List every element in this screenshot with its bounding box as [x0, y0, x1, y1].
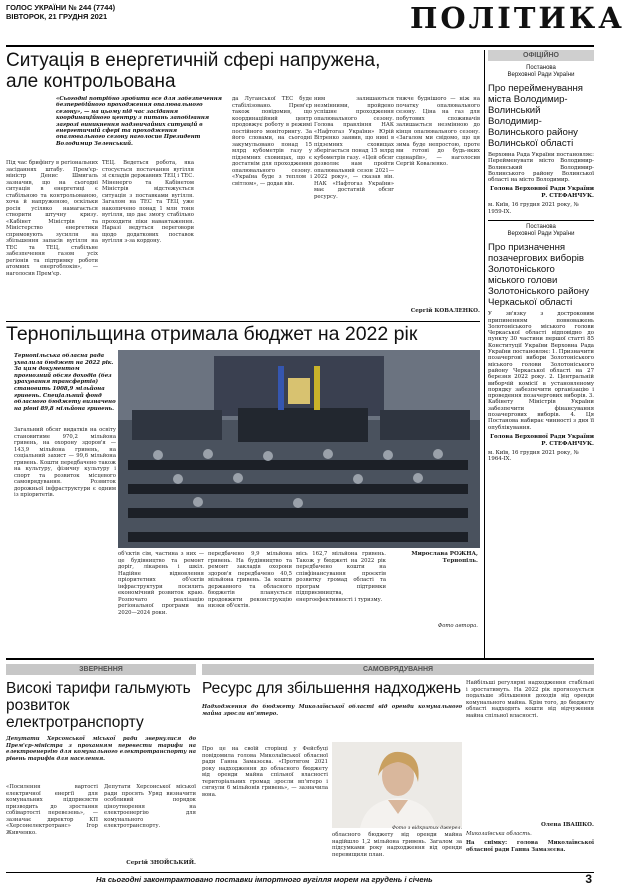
portrait-photo [332, 742, 462, 828]
portrait-image [332, 742, 462, 828]
section-masthead: ПОЛІТИКА [410, 1, 625, 35]
lead-col-5: тяжче буднішого — ніж на початку опалювального сезону. Ціна на газ для побутових споживачів залишається незмінною до кінця опалювального сезону. «Загалом ми свідомо, що ця зима буде непростою, проте ми готові до будь-яких сценаріїв», — наголосив Сергій Коваленко. [396, 96, 480, 167]
tariffs-col-1: «Посилення вартості електричної енергії для комунальних підприємств призводить до зростання собівартості перевезень», — зазначає директор КП «Херсонелектротранс» Ігор Живченко. [6, 784, 98, 836]
tariffs-col-2: Депутати Херсонської міської ради просять Уряд визначити особливий порядок ціноутворення на електроенергію для комунального електротранспорту. [104, 784, 196, 829]
sidebar-item2-sign-role: Голова Верховної Ради України [490, 433, 594, 440]
resource-deck: Надходження до бюджету Миколаївської області від оренди комунального майна зросли вп'ятеро. [202, 704, 462, 717]
sidebar-divider [488, 220, 594, 221]
lead-author: Сергій КОВАЛЕНКО. [410, 308, 480, 314]
ternopil-article [6, 323, 480, 653]
section-band-selfgov: САМОВРЯДУВАННЯ [202, 664, 594, 675]
resource-article [202, 680, 462, 870]
lead-col-1: Під час брифінгу в регіональних засіданнях штабу. Прем'єр-міністр Денис Шмигаль зазначив, що на сьогодні ситуація в енергетиці є стабільною та контрольованою, хоча й напруженою, оскільки росія усіляко намагається створити штучну кризу. «Кабінет Міністрів та Міністерство енергетики спрямовують зусилля на збільшення запасів вугілля на ТЕС та ТЕЦ, стабільне забезпечення газом усіх регіонів та підтримку роботи атомних енергоблоків», — наголосив Прем'єр. [6, 160, 98, 277]
tariffs-author: Сергій ЗНОЙСЬКИЙ. [126, 860, 196, 866]
lead-title-line2: але контрольована [6, 71, 176, 92]
sidebar-item2-title: Про призначення позачергових виборів Золотоніського міського голови Золотоніського району Черкаської області [488, 242, 589, 309]
sidebar-issuer-1: Верховної Ради України [507, 72, 575, 78]
lead-col-4: ним залишаються незмінними, пройдено успішне проходження опалювального сезону. Голова правління НАК «Нафтогаз України» Юрій Вітренко заявив, що нині в підземних сховищах зберігається понад 15 млрд кубометрів газу. «Цей обсяг дозволяє нам пройти опалювальний сезон 2021—2022 року», — сказав він. НАК «Нафтогаз України» має достатній обсяг ресурсу. [314, 96, 394, 200]
sidebar-item2-date: м. Київ, 16 грудня 2021 року, № 1964-IX. [488, 449, 579, 463]
header-rule [6, 45, 594, 47]
resource-continued [466, 680, 594, 870]
header-issue-info [6, 3, 115, 21]
lead-col-2: ТЕЦ. Ведеться робота, яка стосується постачання вугілля зі складів державних ТЕЦ і ТЕС. Міненерго та Кабінетом Міністрів відстежується ситуація з поставками вугілля. Загалом на ТЕС та ТЕЦ уже накопичено понад 1 млн тонн вугілля, що дає змогу стабільно проходити піки навантаження. Наразі ведуться переговори щодо додаткових поставок вугілля з-за кордону. [102, 160, 194, 244]
divider-bottom [6, 658, 594, 660]
resource-title: Ресурс для збільшення надходжень [202, 680, 462, 697]
lead-deck: «Сьогодні потрібно зробити все для забезпечення безперебійного проходження опалювального сезону», — на цьому під час засідання координаційного центру з питань запобігання загрозі виникнення надзвичайних ситуацій в енергетичній сфері та проходження опалювального сезону наголосив Президент Володимир Зеленський. [56, 96, 222, 147]
sidebar-item2-body: У зв'язку з достроковим припиненням повноважень Золотоніського міського голови Черкаської області відповідно до пункту 30 частини першої статті 85 Конституції України Верховна Рада України постановляє: 1. Призначити позачергові вибори Золотоніського міського голови Золотоніського району Черкаської області на 27 березня 2022 року. 2. Центральній виборчій комісії в установленому порядку забезпечити організацію і проведення позачергових виборів. 3. Кабінету Міністрів України забезпечити фінансування позачергових виборів. 4. Ця Постанова набирає чинності з дня її опублікування. [488, 311, 594, 431]
header-date: ВІВТОРОК, 21 ГРУДНЯ 2021 [6, 12, 108, 21]
right-bottom-caption: На снімку: голова Миколаївської обласної ради Ганна Замазєєва. [466, 840, 594, 853]
resource-photo-caption: Фото з відкритих джерел. [391, 826, 462, 831]
sidebar-doc-type-1: Постанова [526, 65, 556, 71]
resource-col-2: обласного бюджету від оренди майна надійшло 1,2 мільйона гривень. Загалом за підсумками року надходження від оренди перевищили план. [332, 832, 462, 858]
page-footer [6, 872, 594, 886]
divider [6, 321, 480, 322]
lead-spacer [6, 96, 52, 106]
lead-title-line1: Ситуація в енергетичній сфері напружена, [6, 50, 381, 71]
page-header [6, 1, 625, 47]
sidebar-item1-title: Про перейменування міста Володимир-Волинський Володимир-Волинського району Волинської області [488, 83, 583, 149]
sidebar-item1-date: м. Київ, 16 грудня 2021 року, № 1959-IX. [488, 202, 579, 215]
sidebar-issuer-2: Верховної Ради України [507, 231, 575, 238]
ternopil-col-1: Загальний обсяг видатків на освіту становитиме 970,2 мільйона гривень, на охорону здоров'я — 143,9 мільйона гривень, на соціальний захист — 99,6 мільйона гривень. Кошти передбачено також на культуру, фізичну культуру і спорт та розвиток місцевого самоврядування. Розвиток дорожньої інфраструктури є одним із пріоритетів. [14, 427, 116, 498]
resource-col-1: Про це на своїй сторінці у Фейсбуці повідомила голова Миколаївської обласної ради Ганна Замазєєва. «Протягом 2021 року надходження до обласного бюджету від оренди майна спільної власності територіальних громад зросли вп'ятеро і сягнули 6 мільйонів гривень», — зазначила вона. [202, 746, 328, 798]
session-hall-image [118, 350, 480, 548]
sidebar-band: ОФІЦІЙНО [488, 50, 594, 61]
session-photo [118, 350, 480, 548]
sidebar-item2-sign-name: Р. СТЕФАНЧУК. [541, 440, 594, 447]
ternopil-title: Тернопільщина отримала бюджет на 2022 рік [6, 323, 418, 345]
right-bottom-place: Миколаївська область. [466, 831, 532, 837]
right-bottom-text: Найбільші регулярні надходження стабільні і зростатимуть. На 2022 рік прогнозується подальше збільшення доходів від оренди комунального майна. Крім того, до бюджету області надходять кошти від відчуження майна спільної власності. [466, 680, 594, 719]
lead-col-3: да Луганської ТЕС буде стабілізовано. Прем'єр також повідомив, що координаційний центр продовжує роботу в режимі постійного моніторингу. За його словами, на сьогодні закумульовано понад 15 млрд кубометрів газу у підземних сховищах, що є достатнім для проходження опалювального сезону. «Україна буде з теплом і світлом», — додав він. [232, 96, 312, 187]
lead-title [6, 50, 480, 92]
section-band-appeal: ЗВЕРНЕННЯ [6, 664, 196, 675]
header-paper: ГОЛОС УКРАЇНИ № 244 (7744) [6, 3, 116, 12]
sidebar-item1-body: Верховна Рада України постановляє: Перейменувати місто Володимир-Волинський Володимир-Волинського району Волинської області на місто Володимир. [488, 152, 594, 184]
page-number: 3 [585, 872, 592, 886]
footer-text: На сьогодні законтрактовано поставки імпортного вугілля морем на грудень і січень [96, 875, 433, 884]
ternopil-col-2: об'єктів сім, частина з них — це будівництво та ремонт доріг, лікарень і шкіл. Надійне відновлення пріоритетних об'єктів інфраструктури посилить економічний розвиток краю. Розпочато реалізацію регіональної програми на 2020—2024 роки. [118, 551, 204, 616]
ternopil-col-4: місь 162,7 мільйона гривень. Також у бюджеті на 2022 рік передбачено кошти на співфінансування проєктів розвитку громад області та програм підтримки підприємництва, енергоефективності і туризму. [296, 551, 386, 603]
ternopil-author: Мирослава РОЖНА, Тернопіль. [411, 551, 478, 564]
sidebar-doc-type-2: Постанова [526, 224, 556, 231]
sidebar-item1-sign-role: Голова Верховної Ради України [490, 186, 594, 193]
ternopil-deck: Тернопільська обласна рада ухвалила бюджет на 2022 рік. За цим документом прогнозний обсяг доходів (без урахування трансфертів) становить 1008,9 мільйона гривень. Спеціальний фонд обласного бюджету визначено на рівні 89,8 мільйона гривень. [14, 353, 116, 412]
right-bottom-author: Олена ІВАШКО. [541, 822, 594, 828]
sidebar-item1-sign-name: Р. СТЕФАНЧУК. [541, 193, 594, 200]
lead-article [6, 50, 480, 322]
official-sidebar [484, 50, 594, 658]
tariffs-article [6, 680, 196, 870]
ternopil-col-3: передбачено 9,9 мільйона гривень. На будівництво та ремонт закладів охорони здоров'я передбачено 40,5 мільйона гривень. За кошти державного та обласного бюджетів планується продовжити реконструкцію низки об'єктів. [208, 551, 292, 609]
tariffs-deck: Депутати Херсонської міської ради звернулися до Прем'єр-міністра з проханням перевести тарифи на електроенергію для комунального електротранспорту на рівень тарифів для населення. [6, 736, 196, 762]
tariffs-title: Високі тарифи гальмують розвиток електротранспорту [6, 680, 191, 731]
ternopil-photo-caption: Фото автора. [437, 623, 478, 629]
